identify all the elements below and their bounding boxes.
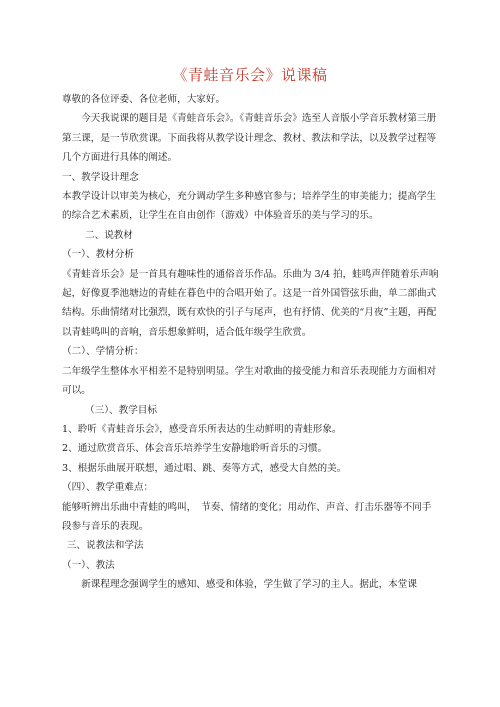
- goal-item-1: 1、聆听《青蛙音乐会》，感受音乐所表达的生动鲜明的青蛙形象。: [62, 423, 342, 435]
- section-heading-3: 三、说教法和学法: [66, 540, 144, 552]
- teaching-method-paragraph: 新课程理念强调学生的感知、感受和体验，学生做了学习的主人。据此，本堂课: [81, 579, 417, 591]
- greeting: 尊敬的各位评委、各位老师，大家好。: [62, 94, 226, 105]
- document-title: 《青蛙音乐会》说课稿: [172, 66, 328, 84]
- section-heading-2: 二、说教材: [85, 229, 133, 241]
- subheading-goals: （三）、教学目标: [85, 404, 157, 416]
- document-body: [62, 90, 440, 595]
- student-analysis-paragraph: 二年级学生整体水平相差不是特别明显。学生对歌曲的接受能力和音乐表现能力方面相对可以。: [62, 365, 437, 397]
- material-analysis-paragraph: 《青蛙音乐会》是一首具有趣味性的通俗音乐作品。乐曲为 3/4 拍，蛙鸣声伴随着乐声响起，好像夏季池塘边的青蛙在暮色中的合唱开始了。这是一首外国管弦乐曲，单二部曲式结构。乐曲情绪对比强烈，既有欢快的引子与尾声，也有抒情、优美的“月夜”主题，再配以青蛙鸣叫的音响，音乐想象鲜明，适合低年级学生欣赏。: [62, 268, 439, 338]
- key-points-paragraph: 能够听辨出乐曲中青蛙的鸣叫， 节奏、情绪的变化；用动作、声音、打击乐器等不同手段参与音乐的表现。: [62, 501, 432, 532]
- subheading-student-analysis: （二）、学情分析：: [62, 346, 144, 358]
- intro-paragraph: 今天我说课的题目是《青蛙音乐会》。《青蛙音乐会》选至人音版小学音乐教材第三册第三课，是一节欣赏课。下面我将从教学设计理念、教材、教法和学法，以及教学过程等几个方面进行具体的阐述。: [62, 113, 437, 164]
- goal-item-2: 2、通过欣赏音乐、体会音乐培养学生安静地聆听音乐的习惯。: [62, 443, 328, 455]
- goal-item-3: 3、根据乐曲展开联想，通过唱、跳、奏等方式，感受大自然的美。: [62, 462, 347, 474]
- subheading-teaching-method: （一）、教法: [62, 559, 115, 571]
- design-concept-paragraph: 本教学设计以审美为核心，充分调动学生多种感官参与；培养学生的审美能力；提高学生的综合艺术素质，让学生在自由创作（游戏）中体验音乐的美与学习的乐。: [62, 191, 437, 222]
- section-heading-1: 一、教学设计理念: [62, 171, 139, 183]
- subheading-material-analysis: （一）、教材分析: [62, 249, 134, 261]
- subheading-key-points: （四）、教学重难点：: [62, 482, 154, 494]
